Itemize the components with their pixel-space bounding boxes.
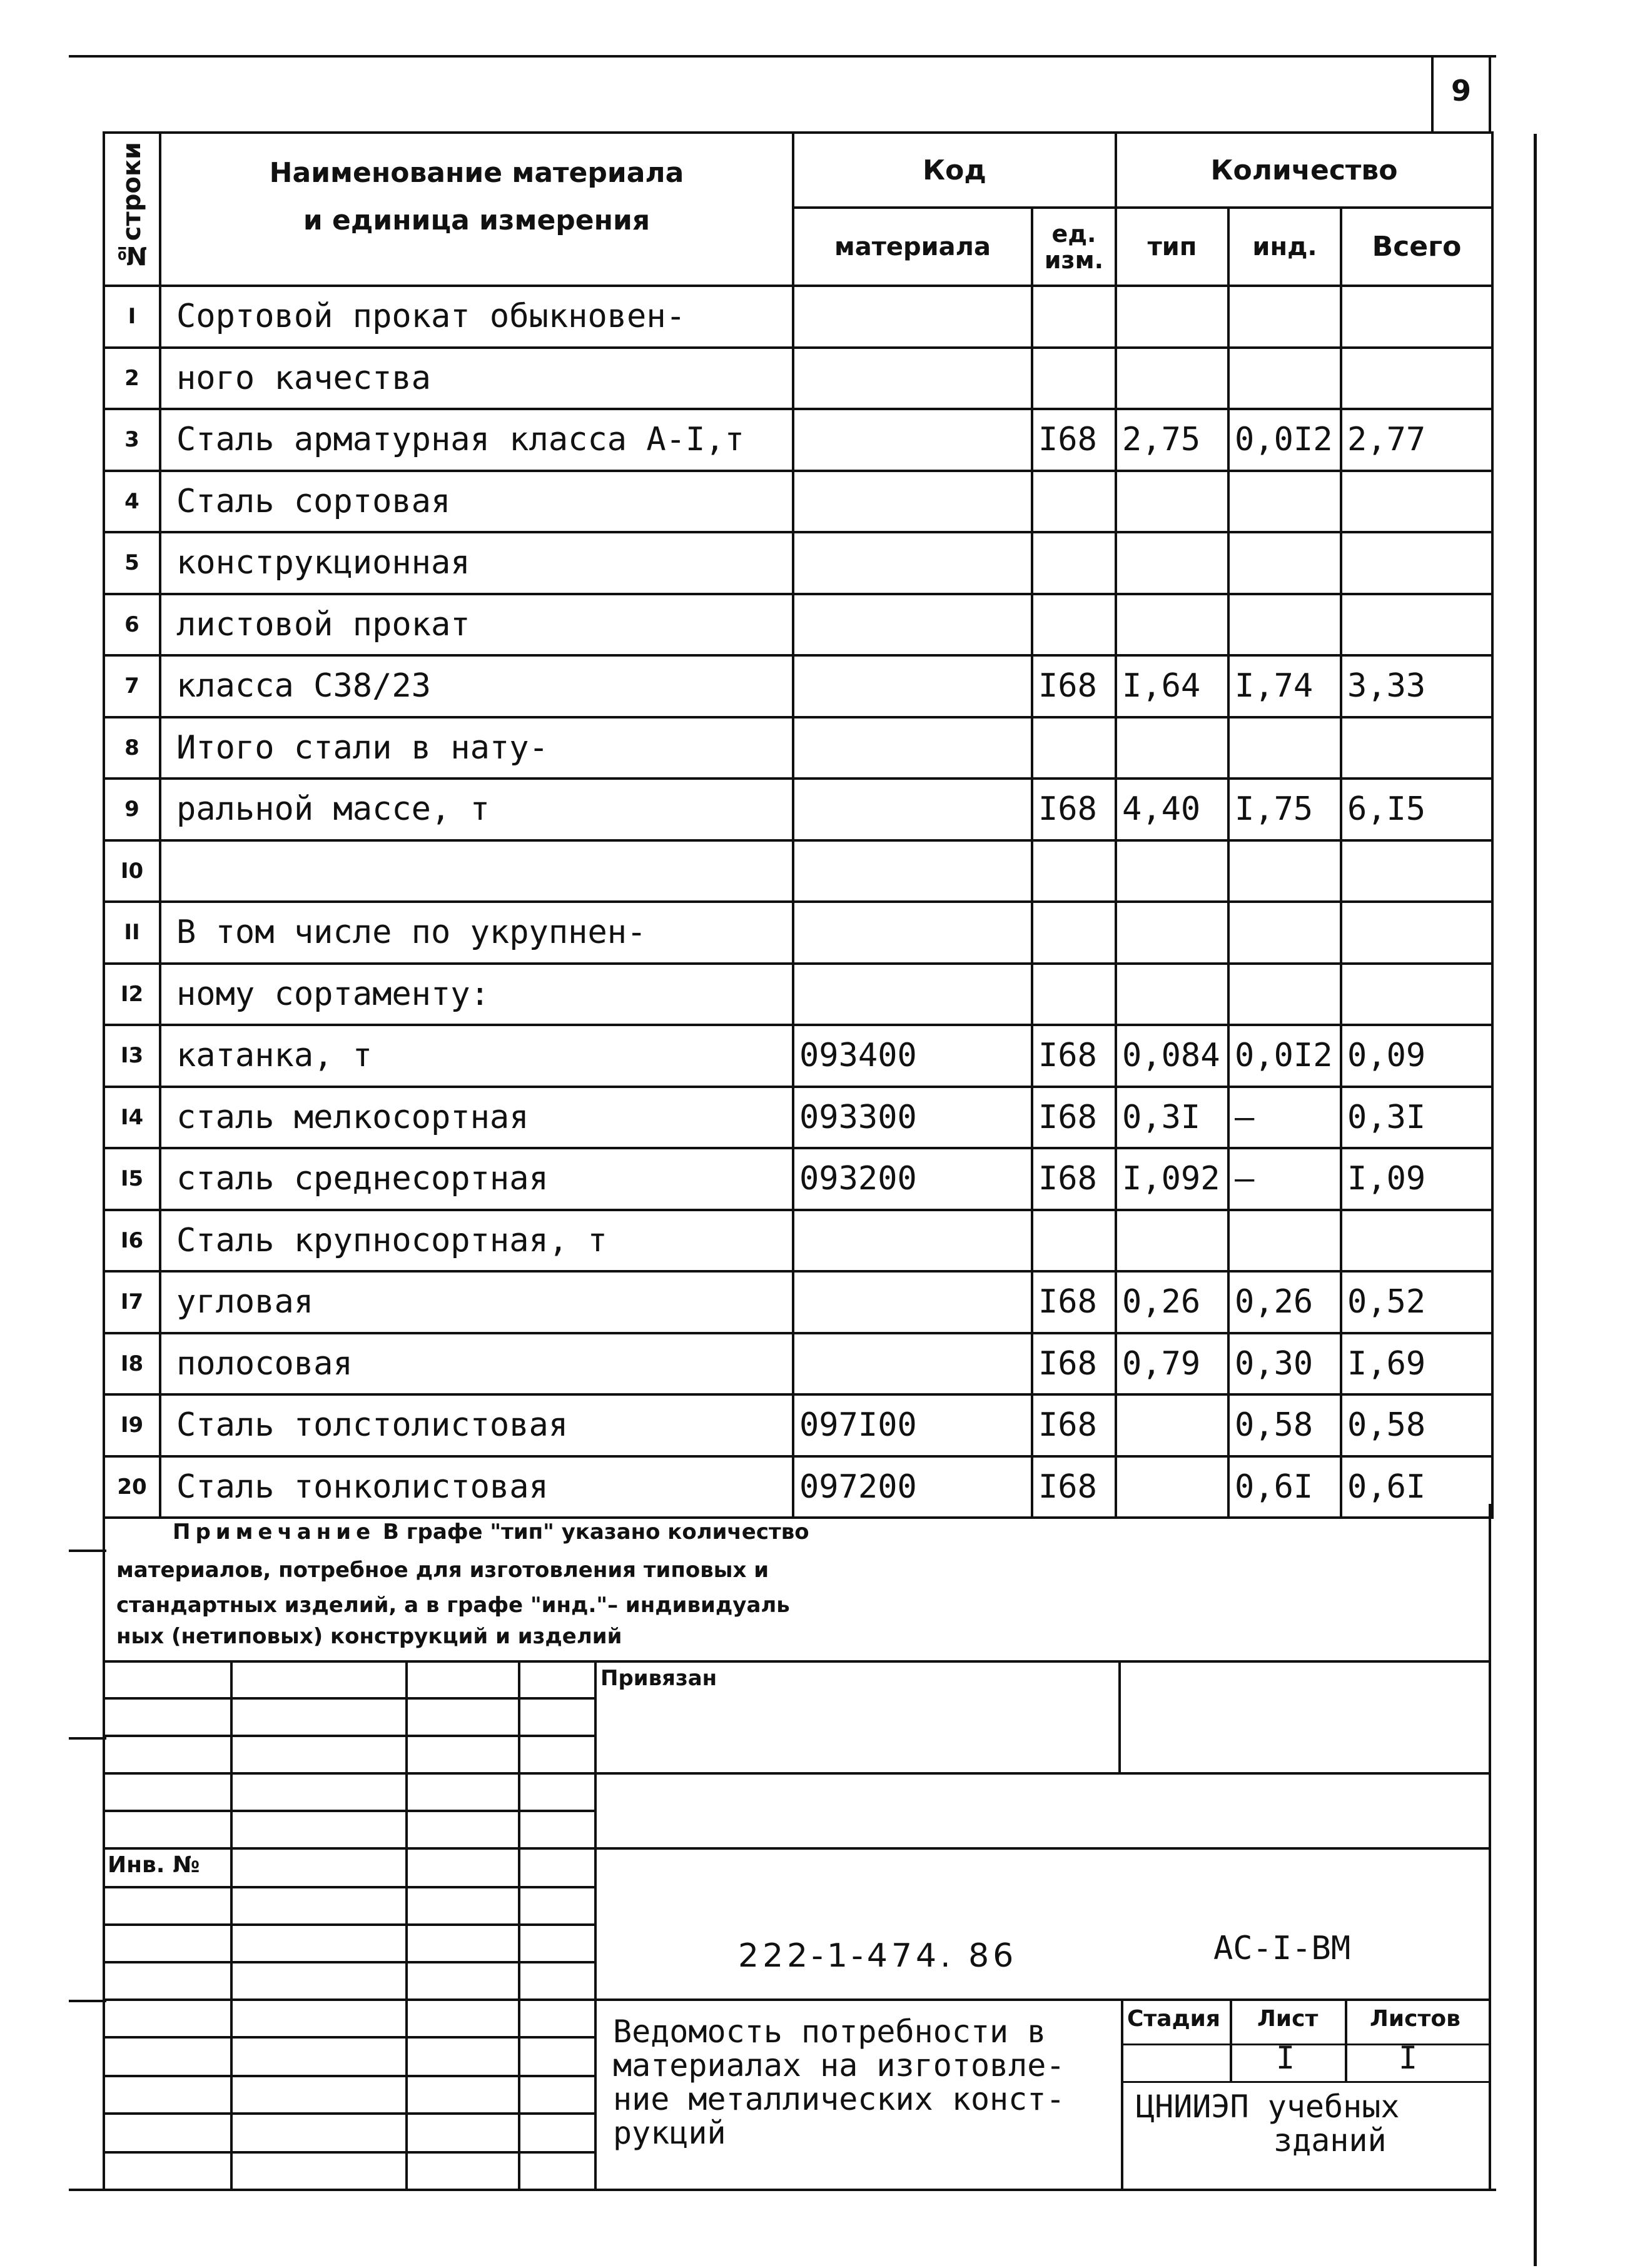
- typ-qty-cell: [1116, 1394, 1228, 1456]
- tb-hline: [103, 2075, 595, 2077]
- quantity-header: Количество: [1116, 133, 1492, 208]
- row-number-cell: 5: [104, 532, 160, 594]
- description-line: ние металлических конст-: [613, 2081, 1065, 2117]
- ind-qty-cell: 0,0I2: [1228, 1025, 1341, 1087]
- ind-qty-cell: –: [1228, 1148, 1341, 1210]
- ind-qty-cell: [1228, 964, 1341, 1026]
- total-qty-cell: [1341, 717, 1492, 779]
- table-row: [104, 779, 1492, 840]
- tb-top-line: [103, 1660, 1491, 1663]
- ind-qty-cell: [1228, 594, 1341, 656]
- ind-header: инд.: [1228, 208, 1341, 286]
- left-margin-tick: [69, 1550, 106, 1552]
- total-qty-cell: 0,3I: [1341, 1087, 1492, 1149]
- table-row: [104, 348, 1492, 410]
- ind-qty-cell: I,74: [1228, 655, 1341, 717]
- tb-hline: [103, 1961, 595, 1963]
- right-border-upper: [1489, 55, 1491, 134]
- material-code-cell: [793, 1333, 1032, 1395]
- material-code-cell: 093300: [793, 1087, 1032, 1149]
- material-name-cell: конструкционная: [160, 532, 793, 594]
- ind-qty-cell: [1228, 532, 1341, 594]
- table-row: [104, 717, 1492, 779]
- row-number-cell: 4: [104, 471, 160, 533]
- description-line: материалах на изготовле-: [613, 2047, 1065, 2084]
- material-name-cell: катанка, т: [160, 1025, 793, 1087]
- typ-qty-cell: 0,26: [1116, 1271, 1228, 1333]
- note-line3: стандартных изделий, а в графе "инд."– индивидуаль: [116, 1593, 790, 1618]
- name-header: [160, 133, 793, 286]
- material-code-cell: [793, 655, 1032, 717]
- typ-qty-cell: I,64: [1116, 655, 1228, 717]
- row-number-cell: I6: [104, 1210, 160, 1272]
- total-qty-cell: [1341, 286, 1492, 348]
- material-code-cell: [793, 286, 1032, 348]
- organization-line: зданий: [1273, 2122, 1387, 2159]
- unit-code-cell: I68: [1032, 409, 1116, 471]
- ind-qty-cell: 0,30: [1228, 1333, 1341, 1395]
- table-row: [104, 1087, 1492, 1149]
- unit-code-cell: I68: [1032, 1333, 1116, 1395]
- material-code-cell: [793, 409, 1032, 471]
- table-row: [104, 1394, 1492, 1456]
- unit-code-cell: I68: [1032, 655, 1116, 717]
- tb-hline: [1121, 2044, 1491, 2045]
- unit-header-line2: изм.: [1044, 246, 1104, 274]
- privyazan-label: Привязан: [600, 1666, 717, 1691]
- material-name-cell: Итого стали в нату-: [160, 717, 793, 779]
- table-row: [104, 1271, 1492, 1333]
- material-name-cell: ральной массе, т: [160, 779, 793, 840]
- typ-qty-cell: 2,75: [1116, 409, 1228, 471]
- material-code-cell: [793, 1210, 1032, 1272]
- material-code-cell: [793, 1271, 1032, 1333]
- note-line2: материалов, потребное для изготовления типовых и: [116, 1558, 769, 1583]
- table-row: [104, 286, 1492, 348]
- typ-qty-cell: [1116, 471, 1228, 533]
- unit-code-cell: [1032, 717, 1116, 779]
- tb-hline: [103, 1735, 595, 1737]
- material-code-cell: 093400: [793, 1025, 1032, 1087]
- row-number-cell: II: [104, 902, 160, 964]
- row-number-cell: I4: [104, 1087, 160, 1149]
- row-number-cell: I8: [104, 1333, 160, 1395]
- tb-hline: [103, 1847, 1491, 1850]
- unit-code-cell: [1032, 471, 1116, 533]
- total-qty-cell: [1341, 1210, 1492, 1272]
- tb-hline: [103, 2036, 595, 2039]
- table-row: [104, 902, 1492, 964]
- page-number-box-left: [1431, 55, 1434, 134]
- total-qty-cell: 0,09: [1341, 1025, 1492, 1087]
- ind-qty-cell: 0,0I2: [1228, 409, 1341, 471]
- row-number-cell: I0: [104, 840, 160, 902]
- material-name-cell: В том числе по укрупнен-: [160, 902, 793, 964]
- inv-number-label: Инв. №: [108, 1852, 200, 1878]
- document-code: 222-1-474. 86: [738, 1937, 1018, 1975]
- material-code-cell: 093200: [793, 1148, 1032, 1210]
- material-code-cell: [793, 348, 1032, 410]
- material-code-cell: [793, 902, 1032, 964]
- material-code-cell: 097200: [793, 1456, 1032, 1518]
- tb-hline: [103, 1697, 595, 1700]
- typ-qty-cell: [1116, 964, 1228, 1026]
- row-number-cell: I5: [104, 1148, 160, 1210]
- ind-qty-cell: –: [1228, 1087, 1341, 1149]
- material-code-cell: 097I00: [793, 1394, 1032, 1456]
- stage-label: Стадия: [1127, 2006, 1220, 2032]
- row-number-cell: 9: [104, 779, 160, 840]
- tb-vline: [1230, 1998, 1232, 2082]
- material-name-cell: листовой прокат: [160, 594, 793, 656]
- tb-vline: [1121, 1998, 1123, 2190]
- ind-qty-cell: [1228, 717, 1341, 779]
- ind-qty-cell: 0,6I: [1228, 1456, 1341, 1518]
- left-margin-tick: [69, 1737, 106, 1740]
- tb-hline: [103, 1772, 1491, 1775]
- table-row: [104, 964, 1492, 1026]
- typ-qty-cell: 0,084: [1116, 1025, 1228, 1087]
- material-code-cell: [793, 717, 1032, 779]
- tb-bottom-line: [103, 2189, 1491, 2191]
- material-code-cell: [793, 964, 1032, 1026]
- total-qty-cell: [1341, 594, 1492, 656]
- unit-code-cell: [1032, 594, 1116, 656]
- materials-table: [103, 131, 1494, 1519]
- name-header-line1: Наименование материала: [269, 156, 684, 189]
- row-number-cell: 8: [104, 717, 160, 779]
- material-name-cell: Сталь тонколистовая: [160, 1456, 793, 1518]
- total-qty-cell: [1341, 902, 1492, 964]
- note-line1: В графе "тип" указано количество: [382, 1520, 809, 1545]
- material-name-cell: [160, 840, 793, 902]
- total-qty-cell: I,69: [1341, 1333, 1492, 1395]
- table-row: [104, 471, 1492, 533]
- unit-code-cell: [1032, 1210, 1116, 1272]
- unit-code-cell: [1032, 532, 1116, 594]
- top-border-line: [69, 55, 1496, 58]
- material-code-cell: [793, 840, 1032, 902]
- material-code-cell: [793, 594, 1032, 656]
- typ-qty-cell: [1116, 717, 1228, 779]
- typ-qty-cell: [1116, 1210, 1228, 1272]
- sheets-value: I: [1399, 2040, 1418, 2076]
- tb-hline: [103, 1886, 595, 1888]
- sheets-label: Листов: [1370, 2006, 1460, 2032]
- material-name-cell: класса С38/23: [160, 655, 793, 717]
- material-name-cell: сталь мелкосортная: [160, 1087, 793, 1149]
- total-qty-cell: 2,77: [1341, 409, 1492, 471]
- total-qty-cell: 3,33: [1341, 655, 1492, 717]
- row-number-cell: I9: [104, 1394, 160, 1456]
- total-qty-cell: [1341, 348, 1492, 410]
- typ-qty-cell: [1116, 532, 1228, 594]
- ind-qty-cell: [1228, 471, 1341, 533]
- material-name-cell: Сталь арматурная класса А-I,т: [160, 409, 793, 471]
- table-note: [116, 1513, 992, 1652]
- row-number-cell: I3: [104, 1025, 160, 1087]
- right-border-line: [1534, 134, 1537, 2266]
- typ-qty-cell: [1116, 1456, 1228, 1518]
- unit-code-cell: I68: [1032, 1148, 1116, 1210]
- typ-qty-cell: [1116, 902, 1228, 964]
- unit-code-cell: I68: [1032, 1394, 1116, 1456]
- typ-qty-cell: 4,40: [1116, 779, 1228, 840]
- typ-qty-cell: 0,3I: [1116, 1087, 1228, 1149]
- table-row: [104, 1456, 1492, 1518]
- left-margin-tick: [69, 2000, 106, 2002]
- page-number: 9: [1451, 74, 1472, 108]
- material-name-cell: Сталь сортовая: [160, 471, 793, 533]
- unit-header: [1032, 208, 1116, 286]
- table-row: [104, 594, 1492, 656]
- name-header-line2: и единица измерения: [303, 204, 651, 236]
- tb-hline: [103, 1923, 595, 1926]
- typ-qty-cell: [1116, 286, 1228, 348]
- unit-code-cell: [1032, 348, 1116, 410]
- sheet-value: I: [1276, 2040, 1295, 2076]
- total-qty-cell: [1341, 532, 1492, 594]
- total-header: Всего: [1341, 208, 1492, 286]
- total-qty-cell: I,09: [1341, 1148, 1492, 1210]
- document-description: [613, 2015, 1065, 2150]
- note-line4: ных (нетиповых) конструкций и изделий: [116, 1624, 622, 1649]
- table-row: [104, 1148, 1492, 1210]
- description-line: рукций: [613, 2115, 726, 2151]
- unit-code-cell: I68: [1032, 1456, 1116, 1518]
- row-number-header: №строки: [104, 133, 160, 286]
- material-code-cell: [793, 532, 1032, 594]
- tb-hline: [103, 2151, 595, 2154]
- material-code-cell: [793, 779, 1032, 840]
- table-row: [104, 655, 1492, 717]
- tb-hline: [1121, 2081, 1491, 2083]
- table-row: [104, 409, 1492, 471]
- typ-qty-cell: I,092: [1116, 1148, 1228, 1210]
- organization: [1136, 2090, 1399, 2157]
- typ-qty-cell: [1116, 840, 1228, 902]
- total-qty-cell: [1341, 840, 1492, 902]
- sheet-code: АС-I-ВМ: [1213, 1930, 1351, 1967]
- tb-vline: [1345, 1998, 1347, 2082]
- material-name-cell: полосовая: [160, 1333, 793, 1395]
- total-qty-cell: 0,52: [1341, 1271, 1492, 1333]
- ind-qty-cell: 0,26: [1228, 1271, 1341, 1333]
- total-qty-cell: 0,6I: [1341, 1456, 1492, 1518]
- row-number-cell: 2: [104, 348, 160, 410]
- material-name-cell: сталь среднесортная: [160, 1148, 793, 1210]
- unit-code-cell: I68: [1032, 1271, 1116, 1333]
- row-number-cell: I: [104, 286, 160, 348]
- total-qty-cell: 6,I5: [1341, 779, 1492, 840]
- total-qty-cell: [1341, 471, 1492, 533]
- typ-header: тип: [1116, 208, 1228, 286]
- sheet-label: Лист: [1257, 2006, 1319, 2032]
- material-name-cell: Сталь толстолистовая: [160, 1394, 793, 1456]
- table-row: [104, 840, 1492, 902]
- row-number-cell: 3: [104, 409, 160, 471]
- table-row: [104, 1025, 1492, 1087]
- row-number-cell: 20: [104, 1456, 160, 1518]
- code-header: Код: [793, 133, 1116, 208]
- unit-code-cell: [1032, 964, 1116, 1026]
- note-lead: Примечание: [173, 1520, 376, 1545]
- table-row: [104, 1333, 1492, 1395]
- organization-line: ЦНИИЭП учебных: [1136, 2089, 1400, 2125]
- tb-vline: [1118, 1660, 1121, 1773]
- ind-qty-cell: [1228, 1210, 1341, 1272]
- row-number-cell: 7: [104, 655, 160, 717]
- unit-code-cell: [1032, 286, 1116, 348]
- typ-qty-cell: [1116, 348, 1228, 410]
- ind-qty-cell: [1228, 348, 1341, 410]
- tb-hline: [103, 1810, 595, 1812]
- typ-qty-cell: 0,79: [1116, 1333, 1228, 1395]
- description-line: Ведомость потребности в: [613, 2013, 1046, 2050]
- row-number-cell: I2: [104, 964, 160, 1026]
- unit-header-line1: ед.: [1051, 219, 1096, 248]
- ind-qty-cell: [1228, 286, 1341, 348]
- ind-qty-cell: I,75: [1228, 779, 1341, 840]
- ind-qty-cell: [1228, 840, 1341, 902]
- ind-qty-cell: 0,58: [1228, 1394, 1341, 1456]
- unit-code-cell: [1032, 902, 1116, 964]
- unit-code-cell: I68: [1032, 1087, 1116, 1149]
- tb-hline: [103, 1998, 1491, 2001]
- material-name-cell: ному сортаменту:: [160, 964, 793, 1026]
- table-row: [104, 532, 1492, 594]
- typ-qty-cell: [1116, 594, 1228, 656]
- material-code-cell: [793, 471, 1032, 533]
- tb-hline: [103, 2112, 595, 2115]
- unit-code-cell: I68: [1032, 1025, 1116, 1087]
- table-row: [104, 1210, 1492, 1272]
- material-name-cell: ного качества: [160, 348, 793, 410]
- ind-qty-cell: [1228, 902, 1341, 964]
- total-qty-cell: 0,58: [1341, 1394, 1492, 1456]
- material-name-cell: Сталь крупносортная, т: [160, 1210, 793, 1272]
- material-name-cell: Сортовой прокат обыкновен-: [160, 286, 793, 348]
- unit-code-cell: I68: [1032, 779, 1116, 840]
- material-name-cell: угловая: [160, 1271, 793, 1333]
- unit-code-cell: [1032, 840, 1116, 902]
- row-number-cell: I7: [104, 1271, 160, 1333]
- total-qty-cell: [1341, 964, 1492, 1026]
- material-code-header: материала: [793, 208, 1032, 286]
- row-number-cell: 6: [104, 594, 160, 656]
